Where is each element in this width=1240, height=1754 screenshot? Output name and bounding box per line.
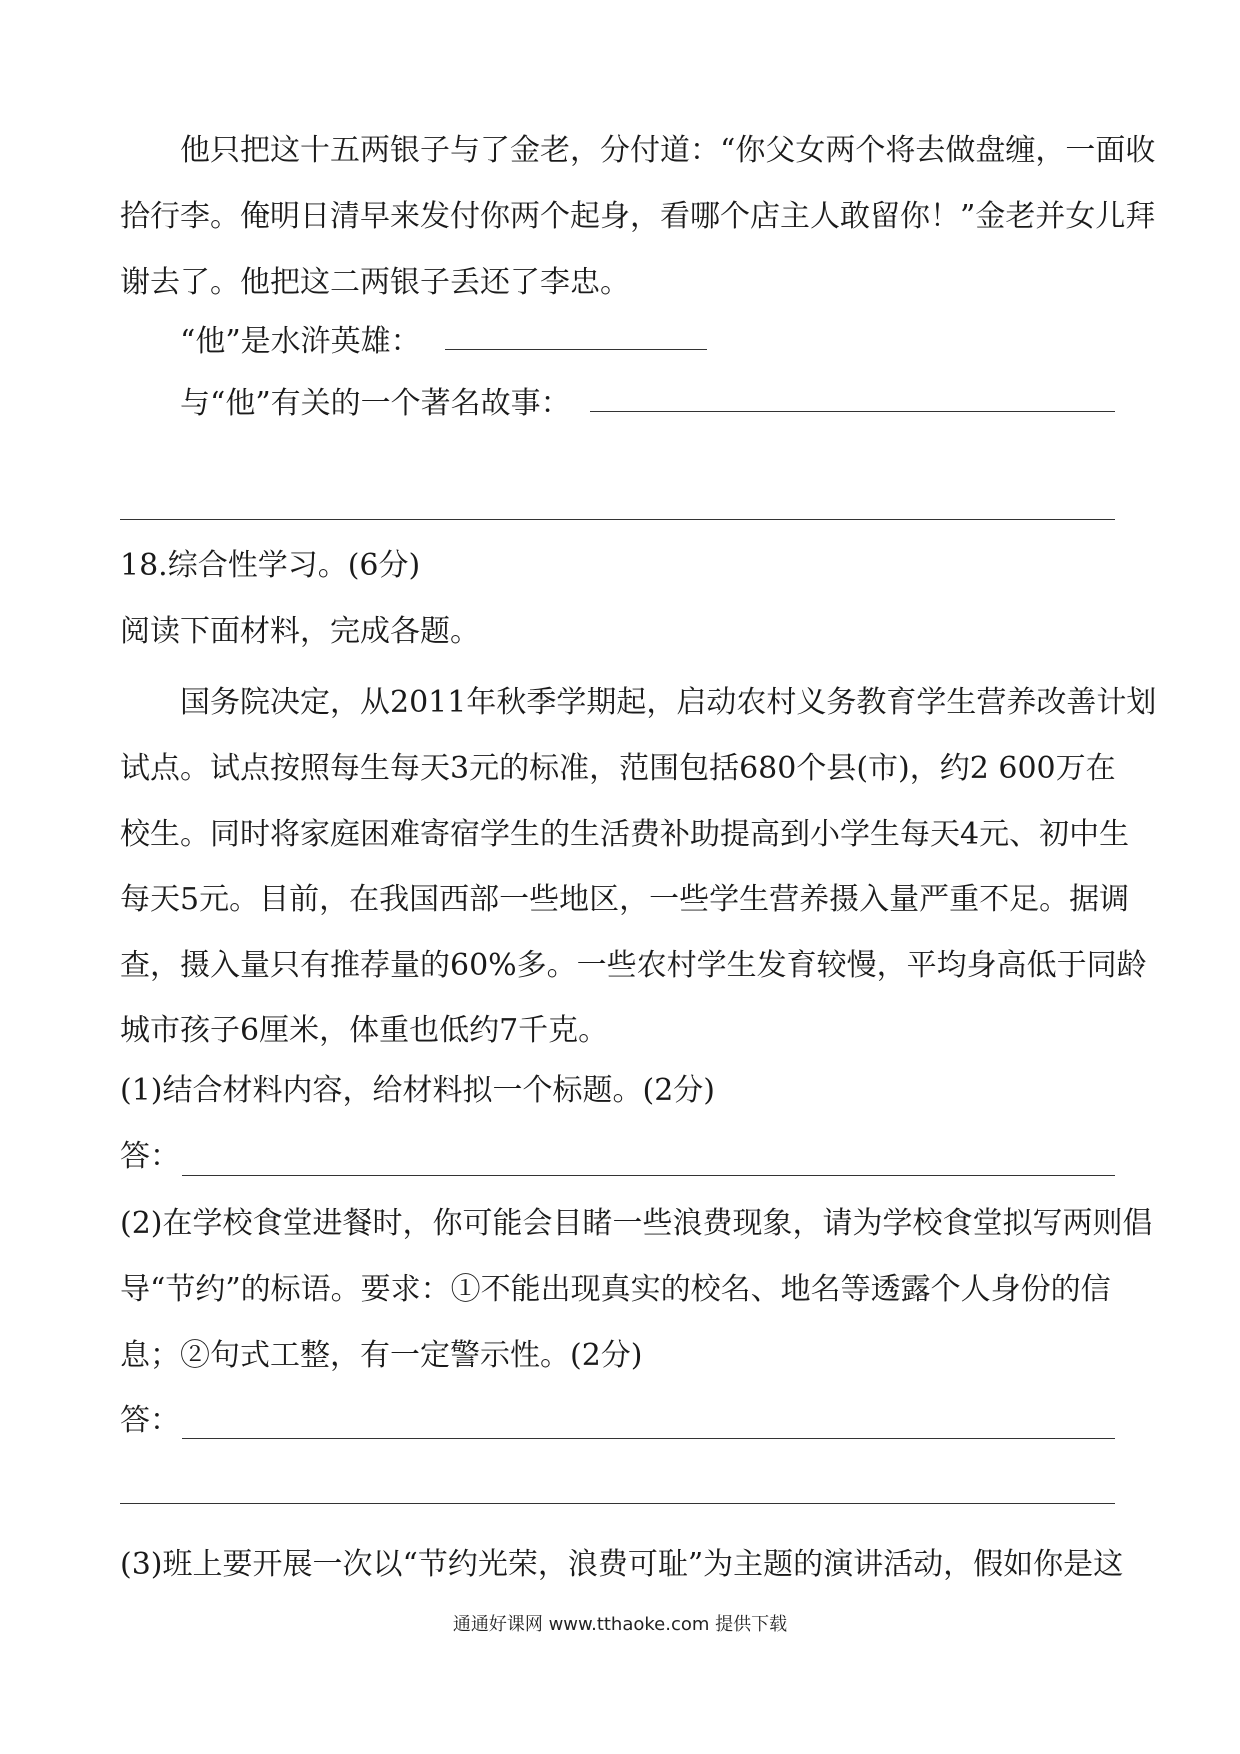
answer-label: 答：	[120, 1403, 180, 1438]
question-18-instruction: 阅读下面材料，完成各题。	[120, 614, 480, 649]
passage-line: 谢去了。他把这二两银子丢还了李忠。	[120, 265, 630, 300]
story-answer-blank[interactable]	[590, 411, 1115, 412]
passage-line: 拾行李。俺明日清早来发付你两个起身，看哪个店主人敢留你！”金老并女儿拜	[120, 199, 1156, 234]
answer-label: 答：	[120, 1139, 180, 1174]
material-line: 试点。试点按照每生每天3元的标准，范围包括680个县(市)，约2 600万在	[120, 751, 1116, 786]
sub-question-2-line: 导“节约”的标语。要求：①不能出现真实的校名、地名等透露个人身份的信	[120, 1272, 1111, 1307]
material-line: 校生。同时将家庭困难寄宿学生的生活费补助提高到小学生每天4元、初中生	[120, 817, 1130, 852]
sub-question-2-line: 息；②句式工整，有一定警示性。(2分)	[120, 1338, 643, 1373]
answer-blank-2b[interactable]	[120, 1503, 1115, 1504]
story-answer-blank-2[interactable]	[120, 519, 1115, 520]
material-line: 每天5元。目前，在我国西部一些地区，一些学生营养摄入量严重不足。据调	[120, 882, 1130, 917]
hero-question-label: “他”是水浒英雄：	[180, 324, 421, 359]
answer-blank-1[interactable]	[182, 1175, 1115, 1176]
material-line: 查，摄入量只有推荐量的60%多。一些农村学生发育较慢，平均身高低于同龄	[120, 948, 1147, 983]
sub-question-2-line: (2)在学校食堂进餐时，你可能会目睹一些浪费现象，请为学校食堂拟写两则倡	[120, 1206, 1153, 1241]
story-question-label: 与“他”有关的一个著名故事：	[180, 386, 571, 421]
hero-answer-blank[interactable]	[445, 349, 707, 350]
material-line: 城市孩子6厘米，体重也低约7千克。	[120, 1013, 609, 1048]
sub-question-3: (3)班上要开展一次以“节约光荣，浪费可耻”为主题的演讲活动，假如你是这	[120, 1547, 1124, 1582]
download-footer: 通通好课网 www.tthaoke.com 提供下载	[452, 1614, 788, 1635]
material-line: 国务院决定，从2011年秋季学期起，启动农村义务教育学生营养改善计划	[180, 685, 1157, 720]
passage-line: 他只把这十五两银子与了金老，分付道：“你父女两个将去做盘缠，一面收	[180, 133, 1156, 168]
sub-question-1: (1)结合材料内容，给材料拟一个标题。(2分)	[120, 1073, 715, 1108]
answer-blank-2[interactable]	[182, 1438, 1115, 1439]
question-18-title: 18.综合性学习。(6分)	[120, 548, 421, 583]
